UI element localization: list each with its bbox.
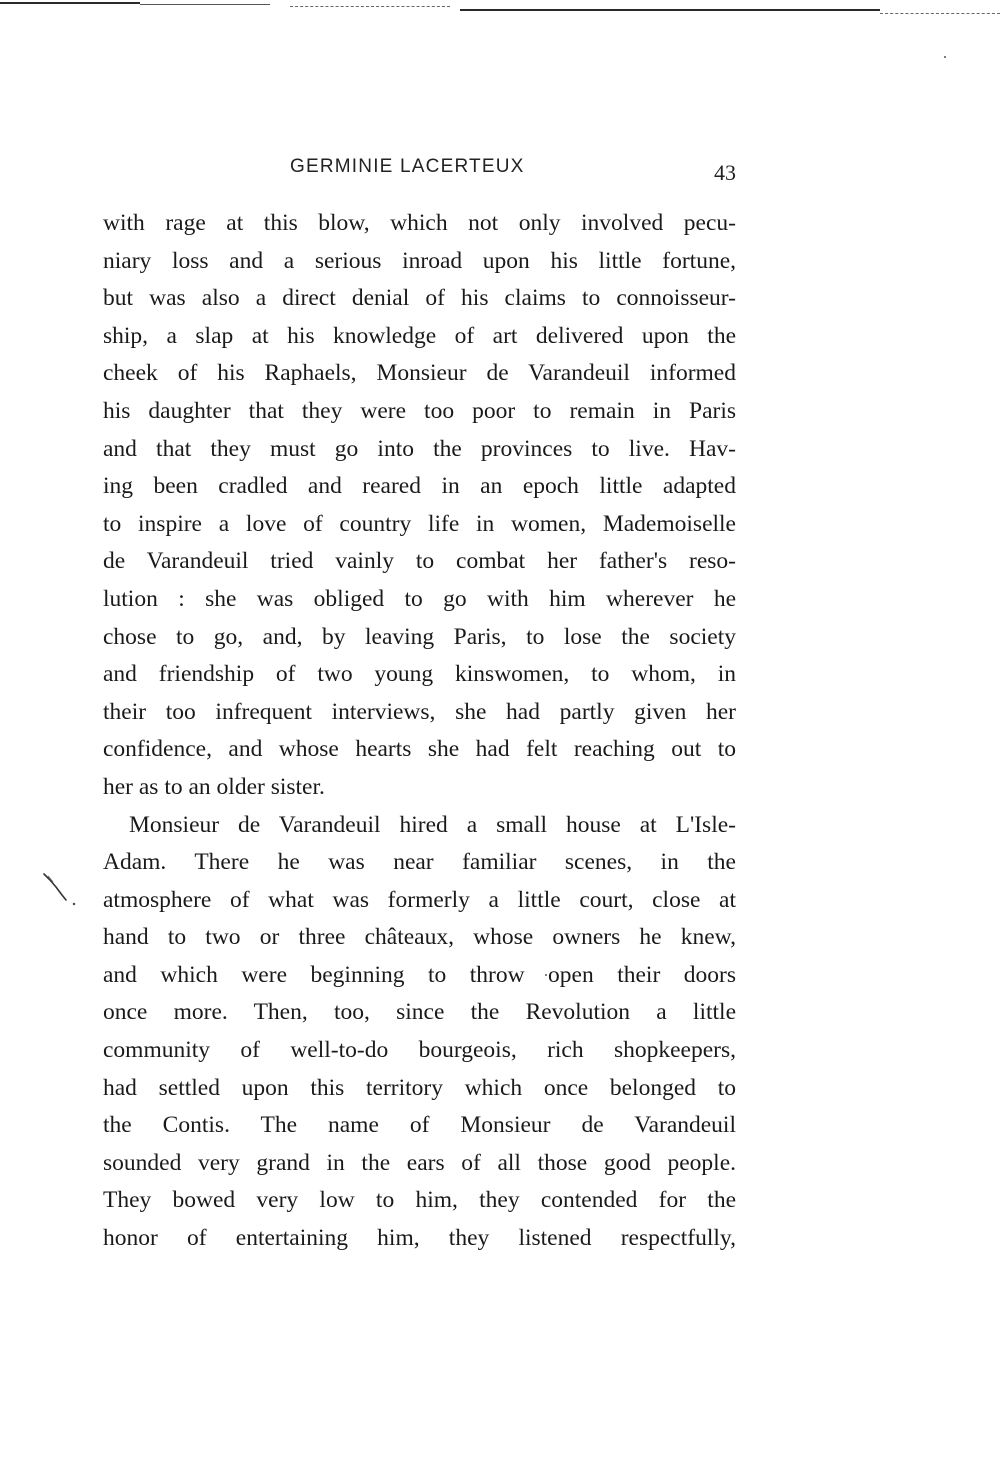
text-line: de Varandeuil tried vainly to combat her father's reso- xyxy=(103,548,736,575)
text-line: her as to an older sister. xyxy=(103,773,325,800)
scan-edge-line xyxy=(460,9,880,11)
text-line: the Contis. The name of Monsieur de Varandeuil xyxy=(103,1112,736,1139)
scan-edge-line xyxy=(140,4,270,5)
text-line: and that they must go into the provinces to live. Hav- xyxy=(103,435,736,462)
text-line: to inspire a love of country life in women, Mademoiselle xyxy=(103,510,736,537)
text-line: hand to two or three châteaux, whose owners he knew, xyxy=(103,924,736,951)
body-text xyxy=(103,205,736,1258)
page-number: 43 xyxy=(714,160,736,185)
text-line: chose to go, and, by leaving Paris, to lose the society xyxy=(103,623,736,650)
text-line: cheek of his Raphaels, Monsieur de Varandeuil informed xyxy=(103,360,736,387)
text-line: ing been cradled and reared in an epoch little adapted xyxy=(103,473,736,500)
text-line: once more. Then, too, since the Revolution a little xyxy=(103,999,736,1026)
text-line: but was also a direct denial of his claims to connoisseur- xyxy=(103,285,736,312)
scan-edge-line xyxy=(0,2,140,4)
text-line: and friendship of two young kinswomen, to whom, in xyxy=(103,661,736,688)
text-line: honor of entertaining him, they listened respectfully, xyxy=(103,1225,736,1252)
text-line: with rage at this blow, which not only involved pecu- xyxy=(103,210,736,236)
text-line: lution : she was obliged to go with him wherever he xyxy=(103,585,736,612)
running-head xyxy=(103,152,740,188)
margin-pencil-mark xyxy=(42,870,92,910)
text-line: Monsieur de Varandeuil hired a small house at L'Isle- xyxy=(129,811,736,838)
text-line: and which were beginning to throw open their doors xyxy=(103,961,736,988)
text-line: had settled upon this territory which once belonged to xyxy=(103,1074,736,1101)
paragraph xyxy=(103,205,736,807)
text-line: ship, a slap at his knowledge of art delivered upon the xyxy=(103,322,736,349)
text-line: Adam. There he was near familiar scenes, in the xyxy=(103,849,736,876)
text-line: niary loss and a serious inroad upon his little fortune, xyxy=(103,247,736,274)
scan-edge-line xyxy=(880,13,1000,14)
text-line: confidence, and whose hearts she had felt reaching out to xyxy=(103,736,736,763)
text-line: his daughter that they were too poor to remain in Paris xyxy=(103,397,736,424)
paragraph xyxy=(103,807,736,1258)
text-line: community of well-to-do bourgeois, rich shopkeepers, xyxy=(103,1037,736,1064)
text-line: sounded very grand in the ears of all those good people. xyxy=(103,1149,736,1176)
text-line: their too infrequent interviews, she had partly given her xyxy=(103,698,736,725)
scan-speck xyxy=(944,56,946,58)
text-line: They bowed very low to him, they contended for the xyxy=(103,1187,736,1214)
running-title: GERMINIE LACERTEUX xyxy=(290,156,525,177)
text-line: atmosphere of what was formerly a little court, close at xyxy=(103,886,736,913)
scan-edge-line xyxy=(290,6,450,7)
